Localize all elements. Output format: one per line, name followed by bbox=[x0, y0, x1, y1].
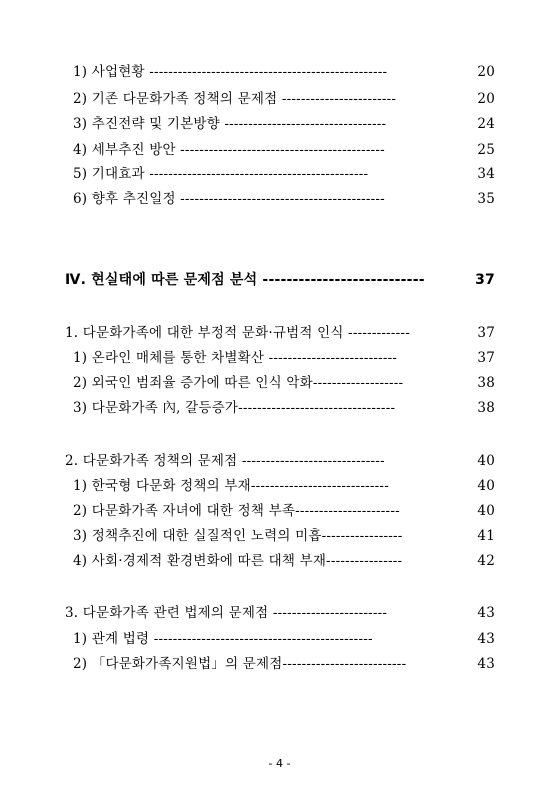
toc-page-number: 40 bbox=[477, 453, 495, 469]
toc-chapter-heading[interactable] bbox=[65, 271, 495, 289]
toc-entry-title: 3) 다문화가족 內, 갈등증가--------------------------------- bbox=[73, 400, 396, 416]
toc-page-number: 40 bbox=[477, 478, 495, 494]
toc-page-number: 24 bbox=[477, 116, 495, 132]
toc-page-number: 38 bbox=[477, 375, 495, 391]
toc-entry-title: 1) 사업현황 -------------------------------------------------- bbox=[73, 64, 388, 80]
toc-entry-title: 4) 사회·경제적 환경변화에 따른 대책 부재---------------- bbox=[73, 553, 403, 569]
toc-entry-title: 6) 향후 추진일정 ------------------------------------------- bbox=[73, 191, 385, 207]
toc-page-number: 37 bbox=[477, 325, 495, 341]
toc-section[interactable] bbox=[65, 324, 495, 342]
toc-entry[interactable] bbox=[73, 374, 495, 392]
toc-entry-title: Ⅳ. 현실태에 따른 문제점 분석 --------------------------- bbox=[65, 272, 425, 288]
toc-entry-title: 1) 한국형 다문화 정책의 부재----------------------------- bbox=[73, 478, 389, 494]
toc-entry-title: 3) 정책추진에 대한 실질적인 노력의 미흡----------------- bbox=[73, 528, 403, 544]
toc-entry[interactable] bbox=[73, 190, 495, 208]
toc-entry-title: 2) 「다문화가족지원법」의 문제점-------------------------- bbox=[73, 656, 407, 672]
toc-entry-title: 2) 외국인 범죄율 증가에 따른 인식 악화------------------- bbox=[73, 375, 404, 391]
toc-page-number: 20 bbox=[477, 64, 495, 80]
toc-entry[interactable] bbox=[73, 349, 495, 367]
toc-page-number: 42 bbox=[477, 553, 495, 569]
toc-entry[interactable] bbox=[73, 527, 495, 545]
toc-page-number: 43 bbox=[477, 605, 495, 621]
toc-entry-title: 1. 다문화가족에 대한 부정적 문화·규범적 인식 ------------- bbox=[65, 325, 410, 341]
toc-entry[interactable] bbox=[73, 63, 495, 81]
toc-entry-title: 4) 세부추진 방안 ------------------------------------------- bbox=[73, 142, 385, 158]
toc-entry[interactable] bbox=[73, 90, 495, 108]
toc-page-number: 20 bbox=[477, 91, 495, 107]
toc-page-number: 38 bbox=[477, 400, 495, 416]
toc-entry-title: 3) 추진전략 및 기본방향 ---------------------------------- bbox=[73, 116, 387, 132]
page-number-footer: - 4 - bbox=[268, 757, 291, 770]
toc-page-number: 34 bbox=[477, 166, 495, 182]
toc-entry[interactable] bbox=[73, 141, 495, 159]
toc-entry-title: 5) 기대효과 ---------------------------------------------- bbox=[73, 166, 369, 182]
toc-entry[interactable] bbox=[73, 630, 495, 648]
toc-entry[interactable] bbox=[73, 115, 495, 133]
toc-entry-title: 1) 관계 법령 ---------------------------------------------- bbox=[73, 631, 373, 647]
toc-entry-title: 1) 온라인 매체를 통한 차별확산 --------------------------- bbox=[73, 350, 398, 366]
toc-entry[interactable] bbox=[73, 552, 495, 570]
toc-entry-title: 3. 다문화가족 관련 법제의 문제점 ------------------------ bbox=[65, 605, 388, 621]
toc-page-number: 37 bbox=[477, 350, 495, 366]
toc-entry[interactable] bbox=[73, 399, 495, 417]
toc-section[interactable] bbox=[65, 452, 495, 470]
toc-entry[interactable] bbox=[73, 477, 495, 495]
toc-page-number: 43 bbox=[477, 656, 495, 672]
toc-entry-title: 2. 다문화가족 정책의 문제점 ------------------------------ bbox=[65, 453, 385, 469]
toc-section[interactable] bbox=[65, 604, 495, 622]
toc-entry[interactable] bbox=[73, 165, 495, 183]
toc-page-number: 35 bbox=[477, 191, 495, 207]
toc-page-number: 25 bbox=[477, 142, 495, 158]
toc-entry-title: 2) 다문화가족 자녀에 대한 정책 부족---------------------- bbox=[73, 503, 400, 519]
toc-entry-title: 2) 기존 다문화가족 정책의 문제점 ------------------------ bbox=[73, 91, 397, 107]
toc-page-number: 37 bbox=[475, 272, 495, 288]
toc-entry[interactable] bbox=[73, 655, 495, 673]
toc-page-number: 43 bbox=[477, 631, 495, 647]
toc-page-number: 40 bbox=[477, 503, 495, 519]
toc-page-number: 41 bbox=[477, 528, 495, 544]
toc-entry[interactable] bbox=[73, 502, 495, 520]
